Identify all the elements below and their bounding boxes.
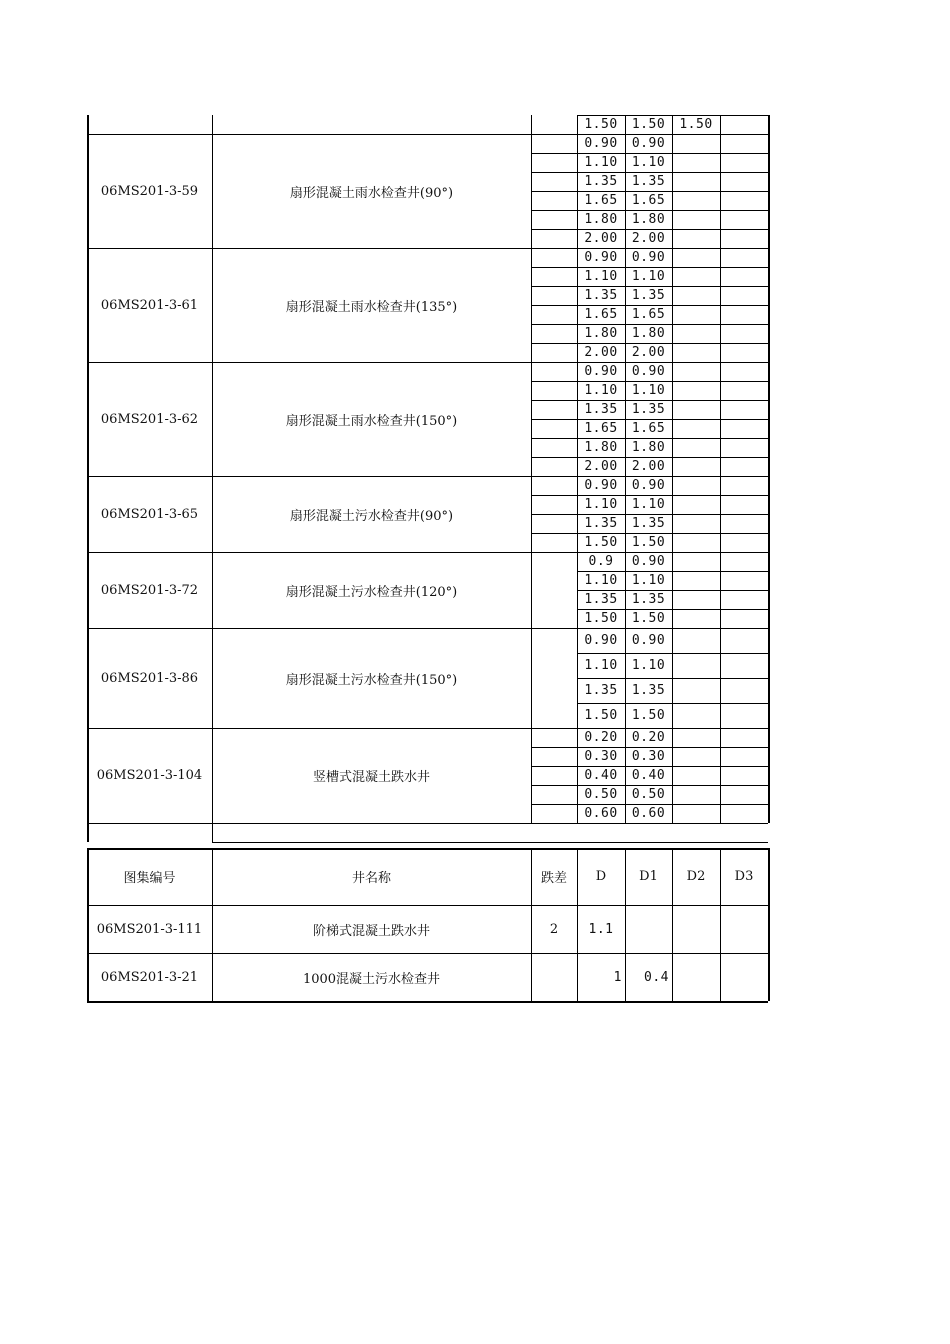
drop-cell <box>531 953 577 1001</box>
value-cell-d: 1.80 <box>584 326 618 341</box>
value-cell-d: 0.90 <box>584 136 618 151</box>
value-cell-d: 1.80 <box>584 440 618 455</box>
value-cell-d3 <box>720 766 768 785</box>
spacer-line <box>212 842 768 843</box>
value-cell-d: 1.35 <box>584 402 618 417</box>
value-cell-d3 <box>720 248 768 267</box>
value-cell-d3 <box>720 134 768 153</box>
value-cell-d1: 1.80 <box>631 212 666 227</box>
value-cell-d3 <box>720 305 768 324</box>
d2-cell <box>672 953 720 1001</box>
value-cell-d1: 1.35 <box>631 402 666 417</box>
drawing-code: 06MS201-3-61 <box>100 297 199 313</box>
value-cell-d3 <box>720 115 768 134</box>
header-5: D2 <box>686 869 706 884</box>
well-name: 扇形混凝土雨水检查井(90°) <box>289 185 454 201</box>
code-cell: 06MS201-3-21 <box>100 969 199 985</box>
value-cell-d: 1.50 <box>584 708 618 723</box>
value-cell-d2 <box>672 785 720 804</box>
value-cell-d: 1.35 <box>584 288 618 303</box>
column-line <box>720 848 721 1001</box>
value-cell-d2 <box>672 653 720 678</box>
well-name: 竖槽式混凝土跌水井 <box>312 770 430 785</box>
d1-cell: 0.4 <box>644 969 669 985</box>
column-line <box>768 115 770 823</box>
value-cell-d2 <box>672 571 720 590</box>
name-cell: 阶梯式混凝土跌水井 <box>312 923 430 939</box>
value-cell-d2 <box>672 495 720 514</box>
value-cell-d3 <box>720 343 768 362</box>
well-name: 扇形混凝土雨水检查井(150°) <box>285 413 458 429</box>
row-divider <box>531 804 577 805</box>
value-cell-d1: 1.80 <box>631 326 666 341</box>
value-cell-d2 <box>672 324 720 343</box>
value-cell-d2 <box>672 747 720 766</box>
value-cell-d3 <box>720 172 768 191</box>
value-cell-d2 <box>672 438 720 457</box>
value-cell-d1: 0.90 <box>631 364 666 379</box>
value-cell-d2 <box>672 590 720 609</box>
d-cell: 1 <box>613 969 622 985</box>
column-line <box>87 115 89 823</box>
value-cell-d3 <box>720 653 768 678</box>
row-divider <box>531 747 577 748</box>
name-cell: 1000混凝土污水检查井 <box>302 971 441 987</box>
value-cell-d1: 0.40 <box>631 768 666 783</box>
value-cell-d2 <box>672 153 720 172</box>
column-line <box>212 115 213 823</box>
value-cell-d1: 0.50 <box>631 787 666 802</box>
value-cell-d: 0.30 <box>584 749 618 764</box>
value-cell-d3 <box>720 400 768 419</box>
well-name: 扇形混凝土污水检查井(90°) <box>289 508 454 524</box>
value-cell-d1: 1.10 <box>631 155 666 170</box>
value-cell-d: 0.90 <box>584 478 618 493</box>
value-cell-d: 0.40 <box>584 768 618 783</box>
value-cell-d: 1.10 <box>584 573 618 588</box>
value-cell-d1: 1.10 <box>631 383 666 398</box>
row-divider <box>531 533 577 534</box>
value-cell-d3 <box>720 590 768 609</box>
value-cell-d: 2.00 <box>584 459 618 474</box>
drawing-code: 06MS201-3-62 <box>100 411 199 427</box>
column-line <box>87 848 89 1001</box>
value-cell-d2 <box>672 419 720 438</box>
value-cell-d: 1.35 <box>584 683 618 698</box>
value-cell-d2 <box>672 804 720 823</box>
row-divider <box>531 381 577 382</box>
row-divider <box>531 400 577 401</box>
value-cell-d: 0.9 <box>588 554 614 569</box>
value-cell-d1: 1.50 <box>631 535 666 550</box>
group-divider <box>531 552 577 553</box>
value-cell-d: 1.35 <box>584 174 618 189</box>
value-cell-d2 <box>672 514 720 533</box>
value-cell-d: 1.50 <box>584 535 618 550</box>
row-divider <box>531 343 577 344</box>
value-cell-d: 0.60 <box>584 806 618 821</box>
value-cell-d: 0.90 <box>584 633 618 648</box>
row-divider <box>531 191 577 192</box>
value-cell-d2 <box>672 248 720 267</box>
value-cell-d3 <box>720 362 768 381</box>
column-line <box>577 848 578 1001</box>
drawing-code: 06MS201-3-86 <box>100 670 199 686</box>
value-cell-d: 1.10 <box>584 269 618 284</box>
value-cell-d2 <box>672 703 720 728</box>
value-cell-d2 <box>672 267 720 286</box>
row-divider <box>531 172 577 173</box>
column-line <box>672 115 673 823</box>
d1-cell <box>625 905 672 953</box>
value-cell-d2 <box>672 210 720 229</box>
group-divider <box>531 248 577 249</box>
value-cell-d1: 0.90 <box>631 250 666 265</box>
row-divider <box>531 305 577 306</box>
value-cell-d1: 1.65 <box>631 421 666 436</box>
code-cell: 06MS201-3-111 <box>96 921 203 937</box>
value-cell-d3 <box>720 229 768 248</box>
value-cell-d3 <box>720 495 768 514</box>
value-cell-d: 1.35 <box>584 516 618 531</box>
value-cell-d1: 1.10 <box>631 658 666 673</box>
value-cell-d: 2.00 <box>584 231 618 246</box>
column-line <box>625 848 626 1001</box>
group-divider <box>531 628 577 629</box>
value-cell-d3 <box>720 703 768 728</box>
value-cell-d: 1.10 <box>584 155 618 170</box>
value-cell-d1: 0.60 <box>631 806 666 821</box>
value-cell-d3 <box>720 476 768 495</box>
value-cell-d3 <box>720 571 768 590</box>
value-cell-d: 1.10 <box>584 383 618 398</box>
value-cell-d: 0.90 <box>584 364 618 379</box>
d3-cell <box>720 953 768 1001</box>
value-cell-d3 <box>720 804 768 823</box>
value-cell-d: 2.00 <box>584 345 618 360</box>
value-cell-d1: 0.90 <box>631 633 666 648</box>
value-cell-d3 <box>720 609 768 628</box>
value-cell-d1: 0.90 <box>631 136 666 151</box>
column-line <box>625 115 626 823</box>
value-cell-d1: 1.50 <box>631 611 666 626</box>
value-cell-d1: 0.90 <box>631 478 666 493</box>
value-cell-d1: 1.50 <box>631 117 666 132</box>
value-cell-d2 <box>672 134 720 153</box>
column-line <box>531 115 532 823</box>
value-cell-d3 <box>720 628 768 653</box>
d3-cell <box>720 905 768 953</box>
group-divider <box>531 823 577 824</box>
value-cell-d2 <box>672 229 720 248</box>
value-cell-d3 <box>720 438 768 457</box>
well-name: 扇形混凝土雨水检查井(135°) <box>285 299 458 315</box>
value-cell-d1: 1.50 <box>631 708 666 723</box>
value-cell-d: 1.80 <box>584 212 618 227</box>
header-3: D <box>595 869 607 884</box>
drawing-code: 06MS201-3-72 <box>100 582 199 598</box>
value-cell-d1: 1.10 <box>631 497 666 512</box>
value-cell-d3 <box>720 785 768 804</box>
value-cell-d: 1.50 <box>584 117 618 132</box>
value-cell-d: 0.50 <box>584 787 618 802</box>
value-cell-d1: 1.35 <box>631 592 666 607</box>
value-cell-d2 <box>672 476 720 495</box>
row-divider <box>531 324 577 325</box>
value-cell-d3 <box>720 457 768 476</box>
column-line <box>212 823 213 842</box>
value-cell-d3 <box>720 381 768 400</box>
header-1: 井名称 <box>351 871 391 886</box>
value-cell-d2 <box>672 533 720 552</box>
value-cell-d3 <box>720 210 768 229</box>
row-divider <box>531 495 577 496</box>
value-cell-d: 1.65 <box>584 421 618 436</box>
column-line <box>577 115 578 823</box>
value-cell-d3 <box>720 747 768 766</box>
drawing-code: 06MS201-3-104 <box>96 768 203 783</box>
row-divider <box>531 514 577 515</box>
value-cell-d1: 1.65 <box>631 193 666 208</box>
value-cell-d1: 1.35 <box>631 288 666 303</box>
value-cell-d1: 0.20 <box>631 730 666 745</box>
value-cell-d2 <box>672 305 720 324</box>
row-divider <box>531 419 577 420</box>
value-cell-d3 <box>720 191 768 210</box>
row-divider <box>531 267 577 268</box>
value-cell-d2 <box>672 286 720 305</box>
row-divider <box>531 229 577 230</box>
column-line <box>768 848 770 1001</box>
header-6: D3 <box>734 869 754 884</box>
value-cell-d: 1.35 <box>584 592 618 607</box>
value-cell-d1: 1.65 <box>631 307 666 322</box>
value-cell-d1: 2.00 <box>631 231 666 246</box>
value-cell-d1: 1.35 <box>631 683 666 698</box>
value-cell-d1: 1.35 <box>631 516 666 531</box>
header-4: D1 <box>639 869 658 884</box>
row-divider <box>531 210 577 211</box>
value-cell-d3 <box>720 514 768 533</box>
group-divider <box>531 362 577 363</box>
drop-cell: 2 <box>549 921 559 937</box>
value-cell-d3 <box>720 324 768 343</box>
group-divider <box>531 134 577 135</box>
value-cell-d: 1.10 <box>584 658 618 673</box>
row-divider <box>531 785 577 786</box>
value-cell-d2 <box>672 172 720 191</box>
value-cell-d2 <box>672 381 720 400</box>
group-divider <box>531 728 577 729</box>
header-0: 图集编号 <box>123 871 176 886</box>
value-cell-d: 1.65 <box>584 307 618 322</box>
header-2: 跌差 <box>540 871 567 886</box>
value-cell-d2: 1.50 <box>679 117 713 132</box>
row-divider <box>531 286 577 287</box>
value-cell-d2 <box>672 552 720 571</box>
column-line <box>531 848 532 1001</box>
value-cell-d: 1.50 <box>584 611 618 626</box>
row-divider <box>531 153 577 154</box>
column-line <box>720 115 721 823</box>
value-cell-d1: 0.90 <box>631 554 666 569</box>
drawing-code: 06MS201-3-59 <box>100 183 199 199</box>
value-cell-d2 <box>672 400 720 419</box>
value-cell-d: 1.65 <box>584 193 618 208</box>
value-cell-d1: 2.00 <box>631 459 666 474</box>
row-divider <box>531 457 577 458</box>
value-cell-d2 <box>672 678 720 703</box>
column-line <box>87 823 89 842</box>
row-divider <box>577 823 768 824</box>
value-cell-d1: 2.00 <box>631 345 666 360</box>
value-cell-d1: 0.30 <box>631 749 666 764</box>
row-divider <box>87 1001 768 1003</box>
value-cell-d2 <box>672 191 720 210</box>
value-cell-d3 <box>720 286 768 305</box>
well-name: 扇形混凝土污水检查井(150°) <box>285 672 458 688</box>
value-cell-d3 <box>720 267 768 286</box>
value-cell-d2 <box>672 343 720 362</box>
value-cell-d3 <box>720 728 768 747</box>
value-cell-d3 <box>720 552 768 571</box>
row-divider <box>531 766 577 767</box>
column-line <box>212 848 213 1001</box>
value-cell-d1: 1.10 <box>631 573 666 588</box>
d2-cell <box>672 905 720 953</box>
value-cell-d2 <box>672 457 720 476</box>
value-cell-d3 <box>720 678 768 703</box>
value-cell-d3 <box>720 533 768 552</box>
d-cell: 1.1 <box>588 921 614 937</box>
drawing-code: 06MS201-3-65 <box>100 506 199 522</box>
value-cell-d1: 1.35 <box>631 174 666 189</box>
value-cell-d1: 1.80 <box>631 440 666 455</box>
value-cell-d2 <box>672 766 720 785</box>
group-divider <box>87 823 531 824</box>
value-cell-d2 <box>672 609 720 628</box>
row-divider <box>531 438 577 439</box>
value-cell-d3 <box>720 153 768 172</box>
value-cell-d: 0.90 <box>584 250 618 265</box>
group-divider <box>531 476 577 477</box>
value-cell-d: 0.20 <box>584 730 618 745</box>
value-cell-d: 1.10 <box>584 497 618 512</box>
column-line <box>672 848 673 1001</box>
value-cell-d2 <box>672 362 720 381</box>
well-name: 扇形混凝土污水检查井(120°) <box>285 584 458 600</box>
value-cell-d3 <box>720 419 768 438</box>
value-cell-d1: 1.10 <box>631 269 666 284</box>
value-cell-d2 <box>672 728 720 747</box>
value-cell-d2 <box>672 628 720 653</box>
